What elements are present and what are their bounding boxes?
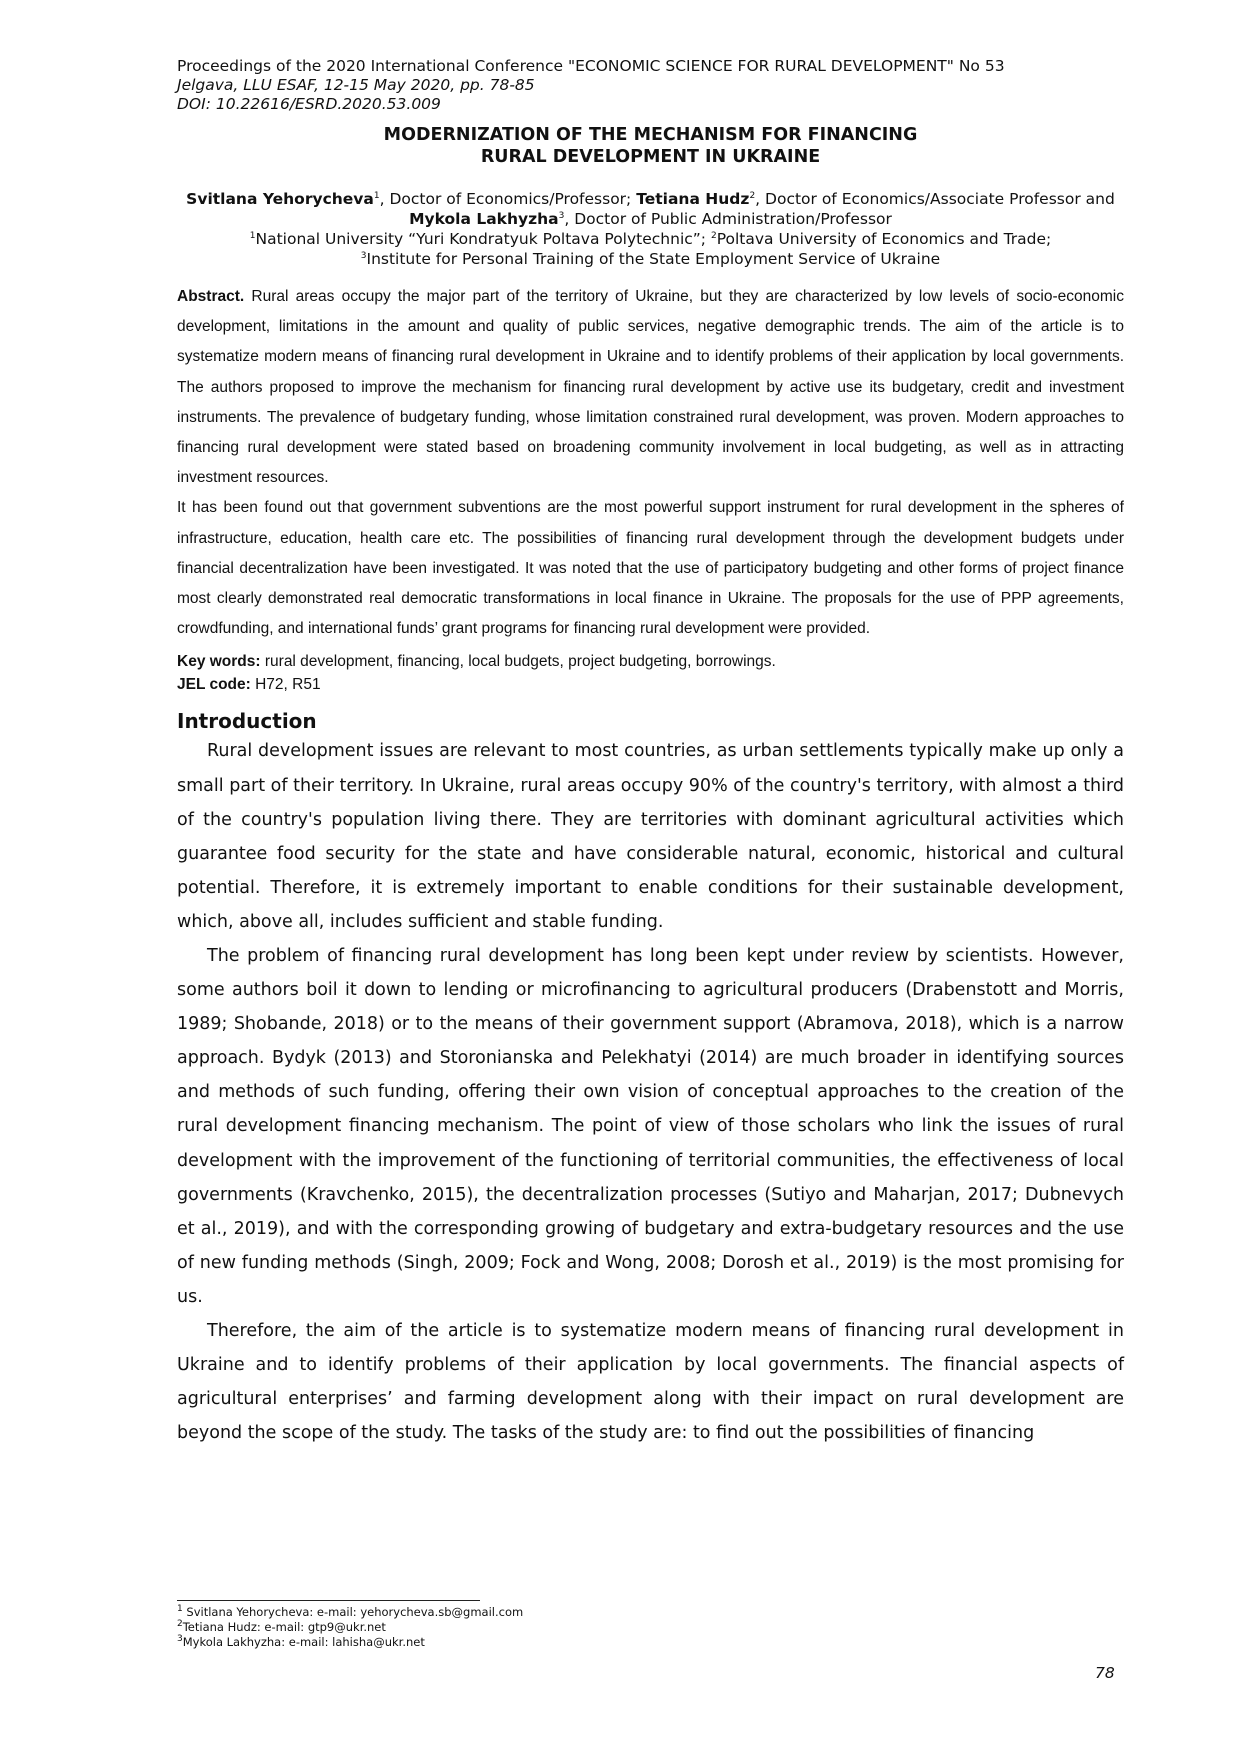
affiliations-line-2 — [177, 249, 1124, 269]
footnote-divider — [177, 1600, 480, 1601]
affiliation-2-sup: 2 — [710, 230, 717, 241]
footnote-2-text: Tetiana Hudz: e-mail: gtp9@ukr.net — [182, 1620, 386, 1634]
author-2-role: , Doctor of Economics/Associate Professor and — [755, 190, 1115, 208]
footnote-1-sup: 1 — [177, 1604, 183, 1615]
proceedings-header — [177, 57, 1124, 114]
keywords-text: rural development, financing, local budgets, project budgeting, borrowings. — [260, 653, 776, 671]
author-list — [177, 189, 1124, 229]
footnote-3-text: Mykola Lakhyzha: e-mail: lahisha@ukr.net — [182, 1635, 425, 1649]
header-line-1: Proceedings of the 2020 International Conference "ECONOMIC SCIENCE FOR RURAL DEVELOPMENT" No 53 — [177, 57, 1005, 75]
author-3-name: Mykola Lakhyzha — [409, 210, 559, 228]
abstract-section — [177, 282, 1124, 644]
paper-title — [177, 124, 1124, 168]
footnote-3-sup: 3 — [177, 1634, 183, 1645]
affiliation-2: Poltava University of Economics and Trade; — [716, 230, 1052, 248]
intro-paragraph-3: Therefore, the aim of the article is to systematize modern means of financing rural development in Ukraine and to identify problems of their application by local governments. The financial aspects of agricultural enterprises’ and farming development along with their impact on rural development are beyond the scope of the study. The tasks of the study are: to find out the possibilities of financing — [177, 1321, 1124, 1444]
keywords-section — [177, 650, 1124, 696]
intro-paragraph-1: Rural development issues are relevant to most countries, as urban settlements typically make up only a small part of their territory. In Ukraine, rural areas occupy 90% of the country's territory, with almost a third of the country's population living there. They are territories with dominant agricultural activities which guarantee food security for the state and have considerable natural, economic, historical and cultural potential. Therefore, it is extremely important to enable conditions for their sustainable development, which, above all, includes sufficient and stable funding. — [177, 741, 1124, 932]
header-doi: DOI: 10.22616/ESRD.2020.53.009 — [177, 95, 441, 113]
author-3-role: , Doctor of Public Administration/Professor — [564, 210, 892, 228]
affiliations-line-1 — [177, 229, 1124, 249]
footnote-2 — [177, 1620, 523, 1635]
header-line-2: Jelgava, LLU ESAF, 12-15 May 2020, pp. 78-85 — [177, 76, 535, 94]
author-2-name: Tetiana Hudz — [636, 190, 750, 208]
jel-codes: H72, R51 — [250, 676, 321, 694]
author-3-sup: 3 — [558, 210, 565, 221]
footnotes — [177, 1605, 523, 1650]
intro-paragraph-2: The problem of financing rural development has long been kept under review by scientists. However, some authors boil it down to lending or microfinancing to agricultural producers (Drabenstott and Morris, 1989; Shobande, 2018) or to the means of their government support (Abramova, 2018), which is a narrow approach. Bydyk (2013) and Storonianska and Pelekhatyi (2014) are much broader in identifying sources and methods of such funding, offering their own vision of conceptual approaches to the creation of the rural development financing mechanism. The point of view of those scholars who link the issues of rural development with the improvement of the functioning of territorial communities, the effectiveness of local governments (Kravchenko, 2015), the decentralization processes (Sutiyo and Maharjan, 2017; Dubnevych et al., 2019), and with the corresponding growing of budgetary and extra-budgetary resources and the use of new funding methods (Singh, 2009; Fock and Wong, 2008; Dorosh et al., 2019) is the most promising for us. — [177, 946, 1124, 1307]
affiliation-1: National University “Yuri Kondratyuk Poltava Polytechnic”; — [255, 230, 711, 248]
affiliation-1-sup: 1 — [249, 230, 256, 241]
abstract-label: Abstract. — [177, 288, 245, 305]
introduction-heading: Introduction — [177, 709, 317, 734]
introduction-body — [177, 734, 1124, 1450]
author-1-sup: 1 — [373, 190, 380, 201]
title-line-1: MODERNIZATION OF THE MECHANISM FOR FINANCING — [383, 125, 918, 145]
page-number: 78 — [1095, 1664, 1115, 1682]
affiliation-3: Institute for Personal Training of the State Employment Service of Ukraine — [366, 250, 941, 268]
author-2-sup: 2 — [749, 190, 756, 201]
authors-block — [177, 189, 1124, 269]
jel-line — [177, 673, 1124, 696]
keywords-label: Key words: — [177, 653, 261, 671]
abstract-paragraph-2: It has been found out that government subventions are the most powerful support instrument for rural development in the spheres of infrastructure, education, health care etc. The possibilities of financing rural development through the development budgets under financial decentralization have been investigated. It was noted that the use of participatory budgeting and other forms of project finance most clearly demonstrated real democratic transformations in local finance in Ukraine. The proposals for the use of PPP agreements, crowdfunding, and international funds’ grant programs for financing rural development were provided. — [177, 499, 1124, 638]
abstract-paragraph-1 — [177, 282, 1124, 493]
author-1-role: , Doctor of Economics/Professor; — [379, 190, 637, 208]
affiliation-3-sup: 3 — [360, 250, 367, 261]
keywords-line — [177, 650, 1124, 673]
author-1-name: Svitlana Yehorycheva — [186, 190, 374, 208]
jel-label: JEL code: — [177, 676, 251, 694]
paper-page — [177, 57, 1124, 1450]
footnote-3 — [177, 1635, 523, 1650]
footnote-1-text: Svitlana Yehorycheva: e-mail: yehorycheva.sb@gmail.com — [182, 1605, 524, 1619]
title-line-2: RURAL DEVELOPMENT IN UKRAINE — [480, 147, 821, 167]
footnote-1 — [177, 1605, 523, 1620]
abstract-text-1: Rural areas occupy the major part of the territory of Ukraine, but they are characterized by low levels of socio-economic development, limitations in the amount and quality of public services, negative demographic trends. The aim of the article is to systematize modern means of financing rural development in Ukraine and to identify problems of their application by local governments. The authors proposed to improve the mechanism for financing rural development by active use its budgetary, credit and investment instruments. The prevalence of budgetary funding, whose limitation constrained rural development, was proven. Modern approaches to financing rural development were stated based on broadening community involvement in local budgeting, as well as in attracting investment resources. — [177, 288, 1124, 487]
footnote-2-sup: 2 — [177, 1619, 183, 1630]
